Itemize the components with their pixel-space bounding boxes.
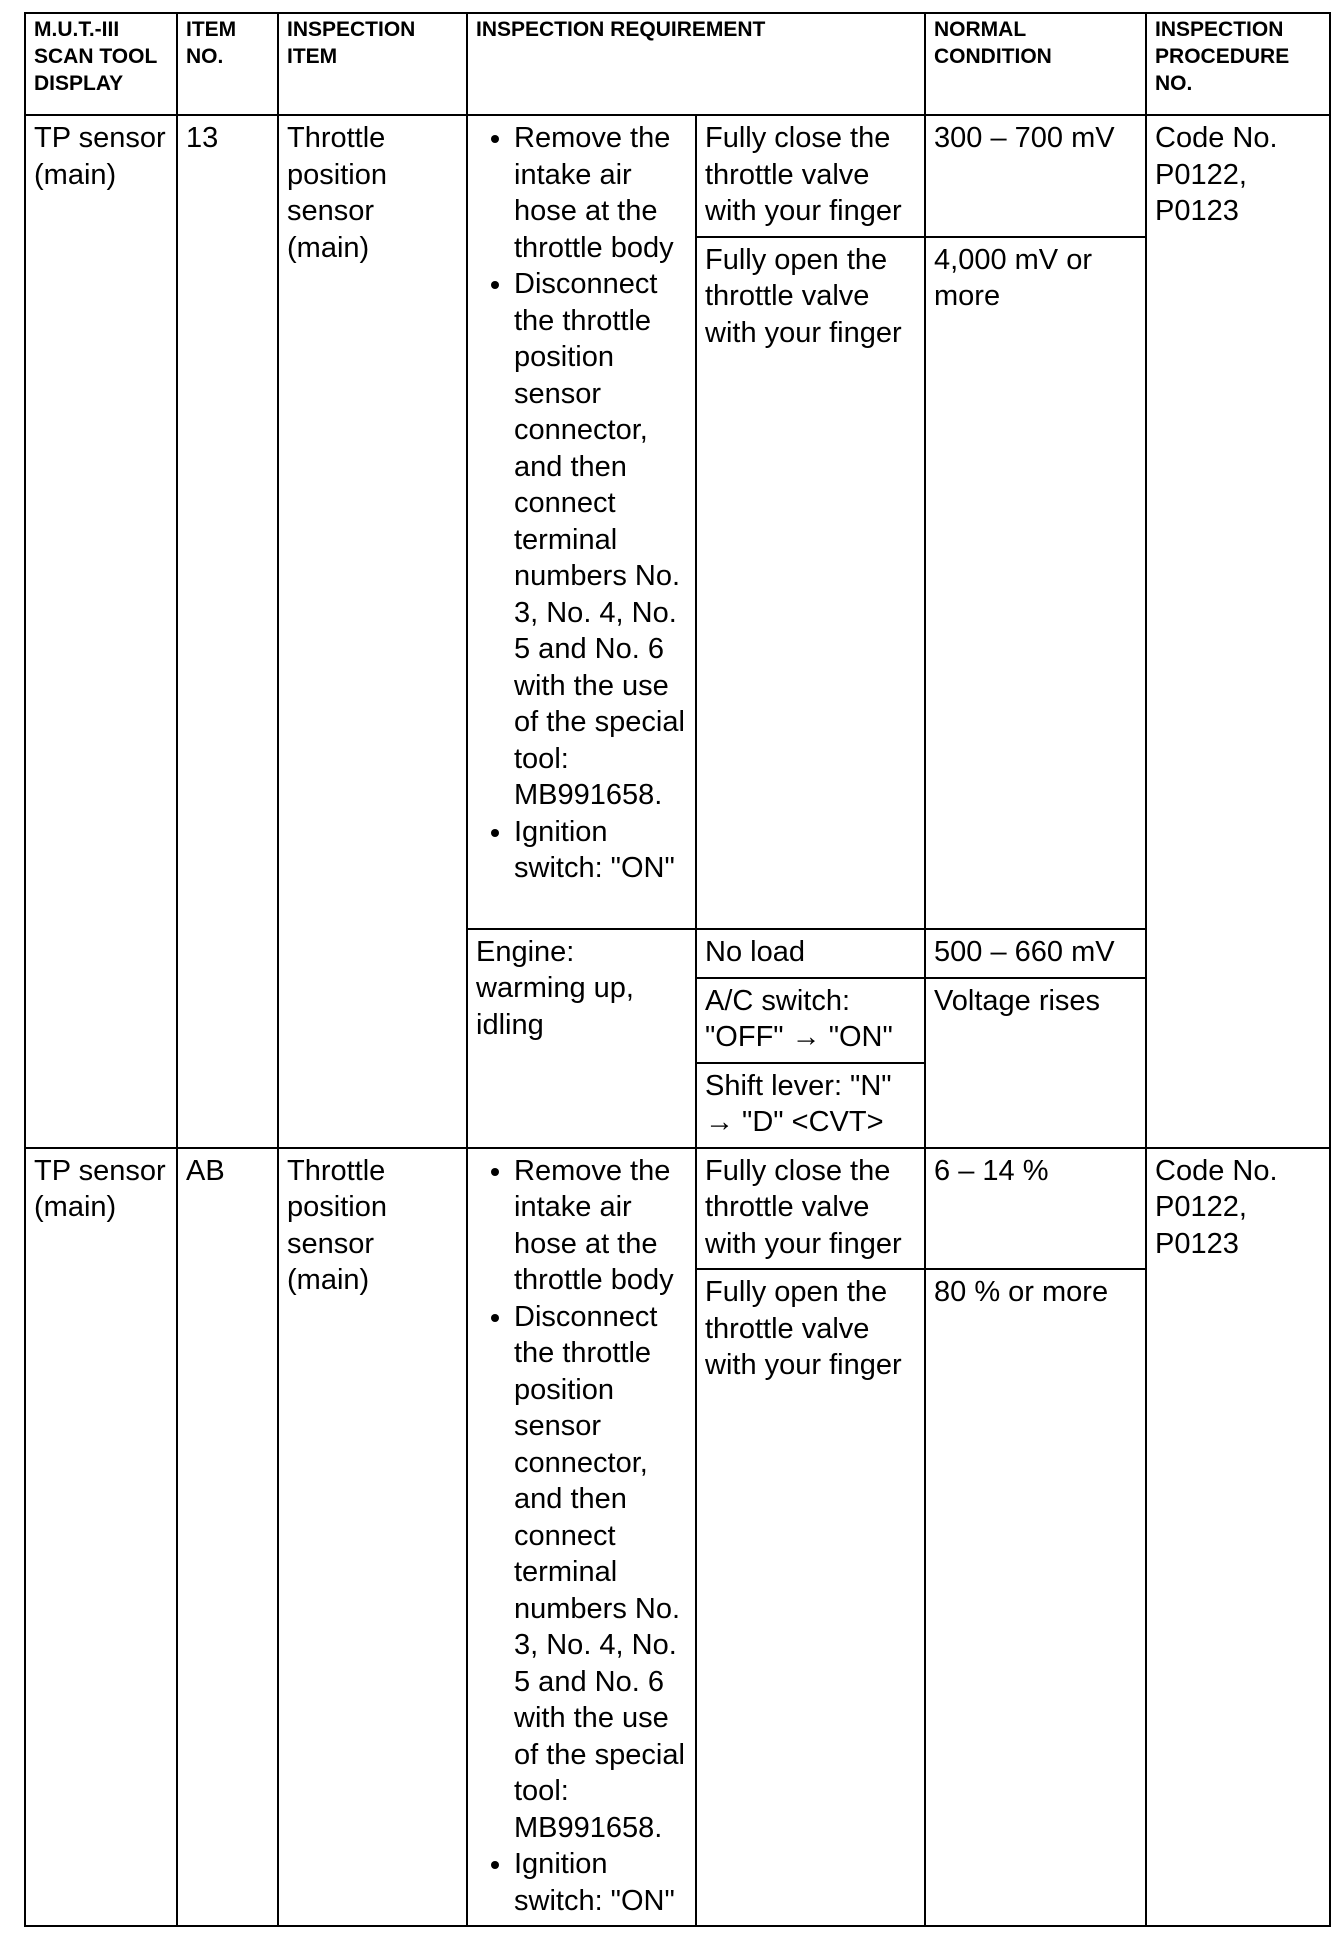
condition-no-load: No load (696, 929, 925, 978)
inspection-item: Throttle position sensor (main) (278, 115, 467, 1148)
normal-fully-open: 4,000 mV or more (925, 237, 1146, 929)
steps-list (476, 120, 687, 887)
inspection-table (24, 12, 1331, 1927)
list-item: • Remove the intake air hose at the throttle body (514, 120, 687, 266)
list-item: • Disconnect the throttle position sensor connector, and then connect terminal numbers No. 3, No. 4, No. 5 and No. 6 with the use of the special tool: MB991658. (514, 1299, 687, 1847)
scan-tool-display: TP sensor (main) (25, 1148, 177, 1927)
header-procedure-no: INSPECTION PROCEDURE NO. (1146, 13, 1330, 115)
condition-fully-close: Fully close the throttle valve with your finger (696, 115, 925, 237)
header-row (25, 13, 1330, 115)
list-item: • Ignition switch: "ON" (514, 1846, 687, 1919)
requirement-steps (467, 115, 696, 929)
normal-fully-close: 6 – 14 % (925, 1148, 1146, 1270)
header-item-no: ITEM NO. (177, 13, 278, 115)
inspection-item: Throttle position sensor (main) (278, 1148, 467, 1927)
header-inspection-item: INSPECTION ITEM (278, 13, 467, 115)
condition-ac-switch: A/C switch: "OFF" → "ON" (696, 978, 925, 1063)
procedure-no: Code No. P0122, P0123 (1146, 1148, 1330, 1927)
header-normal-condition: NORMAL CONDITION (925, 13, 1146, 115)
condition-fully-open: Fully open the throttle valve with your finger (696, 237, 925, 929)
requirement-steps (467, 1148, 696, 1927)
engine-condition: Engine: warming up, idling (467, 929, 696, 1148)
normal-fully-open: 80 % or more (925, 1269, 1146, 1926)
list-item: • Remove the intake air hose at the throttle body (514, 1153, 687, 1299)
header-requirement: INSPECTION REQUIREMENT (467, 13, 925, 115)
condition-fully-open: Fully open the throttle valve with your finger (696, 1269, 925, 1926)
condition-shift-lever: Shift lever: "N" → "D" <CVT> (696, 1063, 925, 1148)
item-no: 13 (177, 115, 278, 1148)
list-item: • Disconnect the throttle position sensor connector, and then connect terminal numbers No. 3, No. 4, No. 5 and No. 6 with the use of the special tool: MB991658. (514, 266, 687, 814)
normal-fully-close: 300 – 700 mV (925, 115, 1146, 237)
header-display: M.U.T.-III SCAN TOOL DISPLAY (25, 13, 177, 115)
item-no: AB (177, 1148, 278, 1927)
procedure-no: Code No. P0122, P0123 (1146, 115, 1330, 1148)
condition-fully-close: Fully close the throttle valve with your finger (696, 1148, 925, 1270)
normal-no-load: 500 – 660 mV (925, 929, 1146, 978)
table-row (25, 1148, 1330, 1270)
list-item: • Ignition switch: "ON" (514, 814, 687, 887)
normal-voltage-rises: Voltage rises (925, 978, 1146, 1148)
scan-tool-display: TP sensor (main) (25, 115, 177, 1148)
steps-list (476, 1153, 687, 1920)
table-row (25, 115, 1330, 237)
